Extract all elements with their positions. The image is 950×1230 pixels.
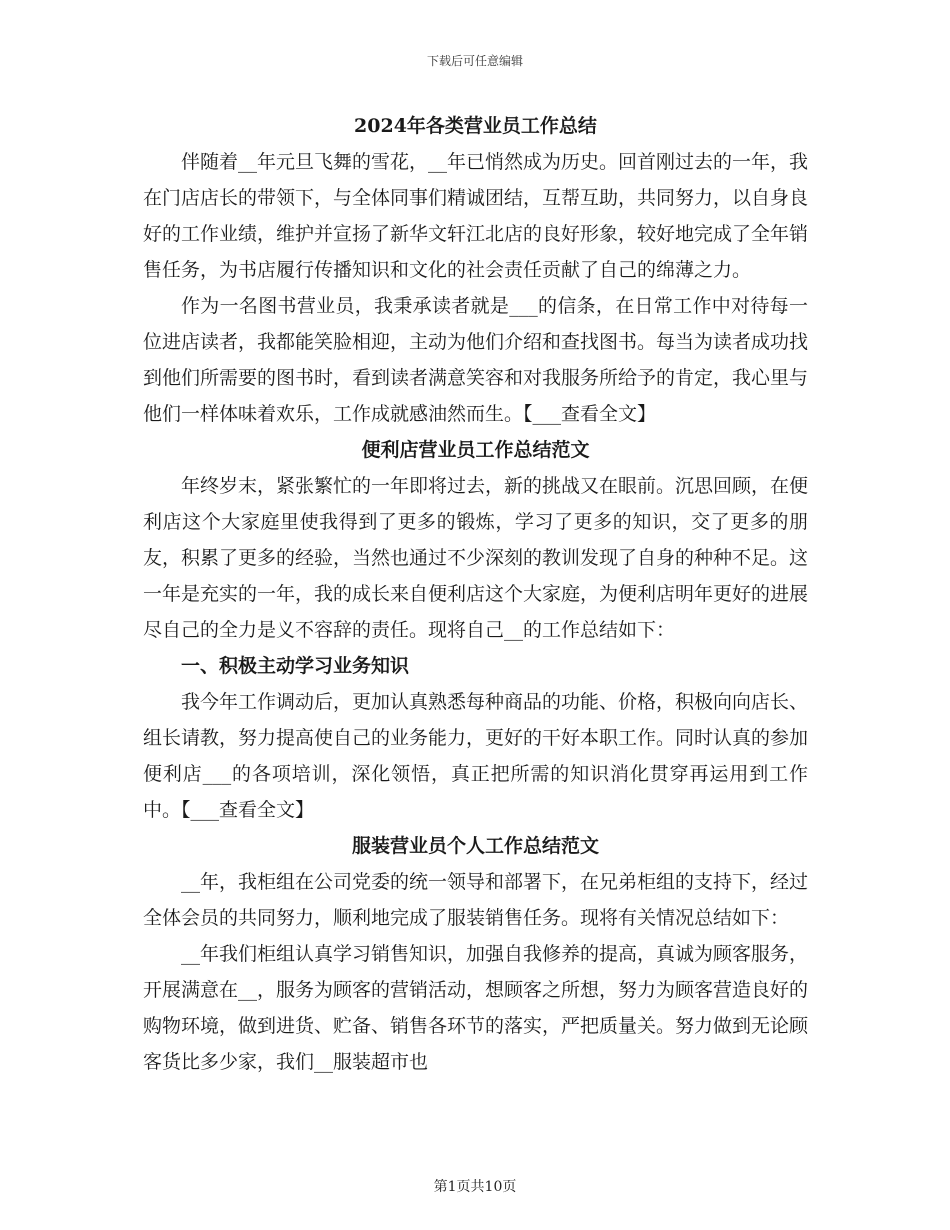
section-title: 服装营业员个人工作总结范文 bbox=[351, 835, 599, 857]
document-body bbox=[143, 108, 808, 1080]
subheading: 一、积极主动学习业务知识 bbox=[181, 655, 410, 677]
section-title: 2024年各类营业员工作总结 bbox=[354, 115, 597, 137]
paragraph: __年，我柜组在公司党委的统一领导和部署下，在兄弟柜组的支持下，经过全体会员的共同努力，顺利地完成了服装销售任务。现将有关情况总结如下： bbox=[143, 871, 809, 929]
section-title: 便利店营业员工作总结范文 bbox=[361, 439, 590, 461]
paragraph: __年我们柜组认真学习销售知识，加强自我修养的提高，真诚为顾客服务，开展满意在__，服务为顾客的营销活动，想顾客之所想，努力为顾客营造良好的购物环境，做到进货、贮备、销售各环节的落实，严把质量关。努力做到无论顾客货比多少家，我们__服装超市也 bbox=[143, 943, 809, 1073]
paragraph: 年终岁末，紧张繁忙的一年即将过去，新的挑战又在眼前。沉思回顾，在便利店这个大家庭里使我得到了更多的锻炼，学习了更多的知识，交了更多的朋友，积累了更多的经验，当然也通过不少深刻的教训发现了自身的种种不足。这一年是充实的一年，我的成长来自便利店这个大家庭，为便利店明年更好的进展尽自己的全力是义不容辞的责任。现将自己__的工作总结如下： bbox=[143, 475, 809, 641]
paragraph: 我今年工作调动后，更加认真熟悉每种商品的功能、价格，积极向向店长、组长请教，努力提高使自己的业务能力，更好的干好本职工作。同时认真的参加便利店___的各项培训，深化领悟，真正把所需的知识消化贯穿再运用到工作中。【___查看全文】 bbox=[143, 691, 809, 821]
paragraph: 作为一名图书营业员，我秉承读者就是___的信条，在日常工作中对待每一位进店读者，我都能笑脸相迎，主动为他们介绍和查找图书。每当为读者成功找到他们所需要的图书时，看到读者满意笑容和对我服务所给予的肯定，我心里与他们一样体味着欢乐，工作成就感油然而生。【___查看全文】 bbox=[143, 295, 809, 425]
paragraph: 伴随着__年元旦飞舞的雪花，__年已悄然成为历史。回首刚过去的一年，我在门店店长的带领下，与全体同事们精诚团结，互帮互助，共同努力，以自身良好的工作业绩，维护并宣扬了新华文轩江北店的良好形象，较好地完成了全年销售任务，为书店履行传播知识和文化的社会责任贡献了自己的绵薄之力。 bbox=[143, 151, 809, 281]
page-header-note: 下载后可任意编辑 bbox=[426, 54, 523, 68]
page-number: 第1页共10页 bbox=[433, 1179, 517, 1195]
